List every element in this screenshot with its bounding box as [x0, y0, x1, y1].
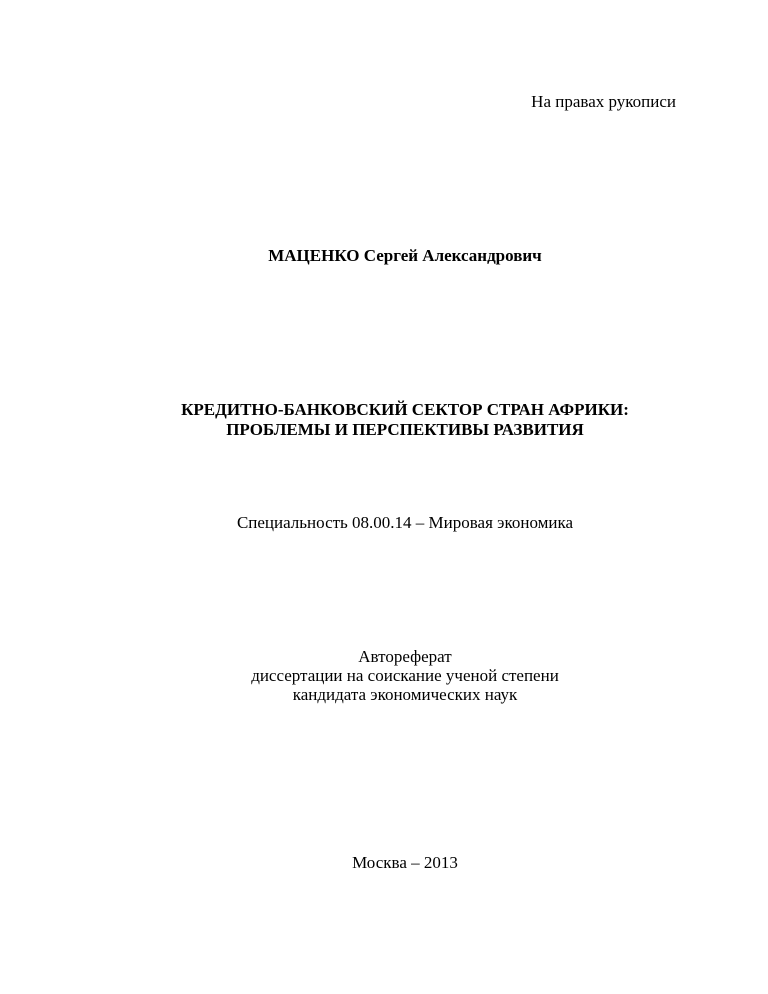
document-type-line-1: Автореферат	[358, 647, 452, 666]
title-line-1: КРЕДИТНО-БАНКОВСКИЙ СЕКТОР СТРАН АФРИКИ:	[181, 400, 629, 419]
document-type-line-2: диссертации на соискание ученой степени	[251, 666, 559, 685]
document-type-line-3: кандидата экономических наук	[292, 685, 518, 704]
city-year: Москва – 2013	[352, 853, 458, 872]
title-line-2: ПРОБЛЕМЫ И ПЕРСПЕКТИВЫ РАЗВИТИЯ	[226, 420, 584, 439]
specialty-text: Специальность 08.00.14 – Мировая экономика	[236, 513, 574, 532]
author-name: МАЦЕНКО Сергей Александрович	[268, 246, 542, 265]
manuscript-stamp: На правах рукописи	[531, 92, 676, 111]
